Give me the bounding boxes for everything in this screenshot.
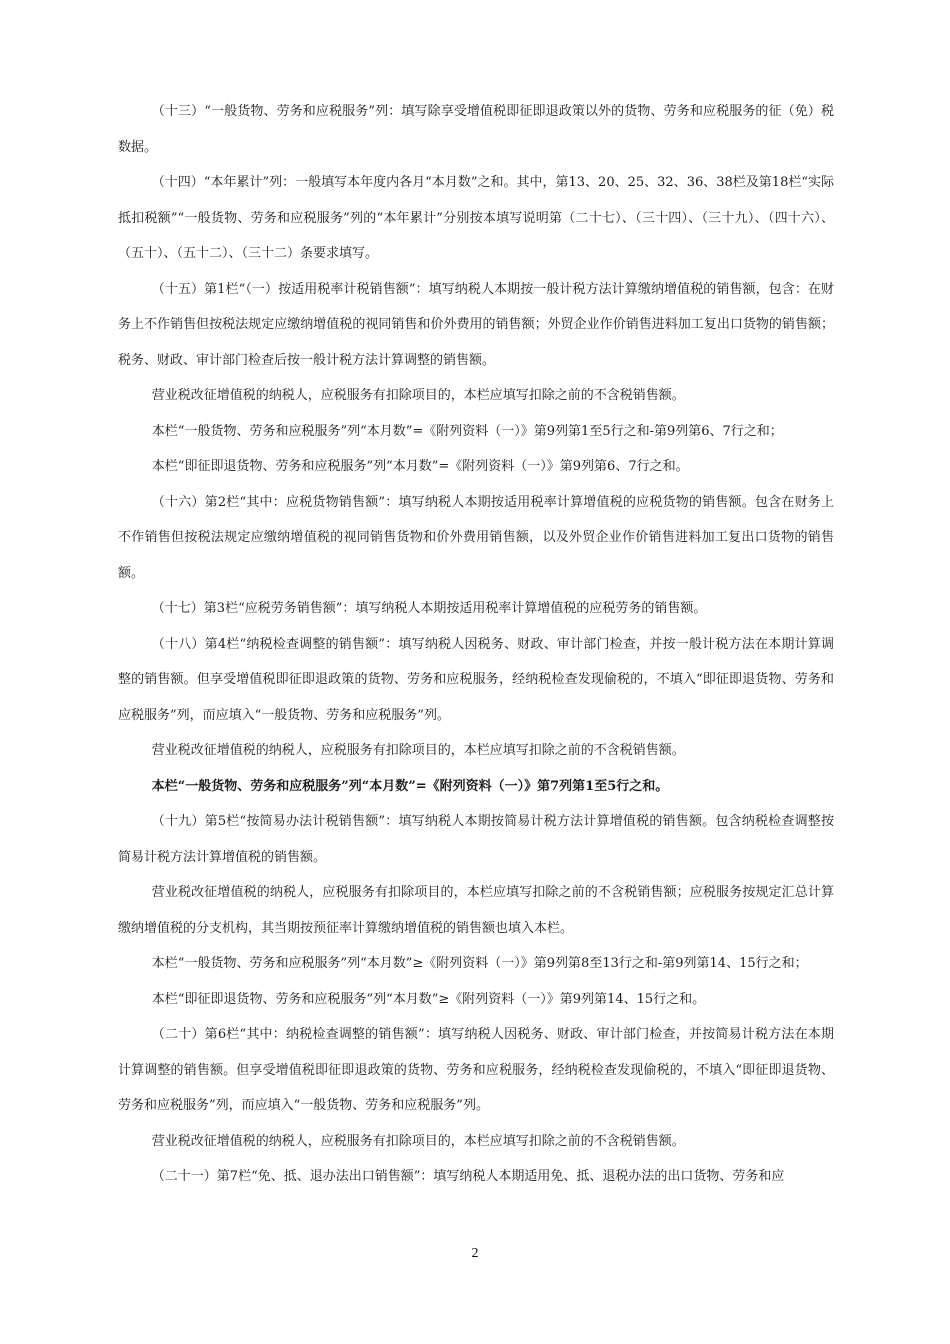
paragraph: 营业税改征增值税的纳税人，应税服务有扣除项目的，本栏应填写扣除之前的不含税销售额。 <box>151 1133 685 1149</box>
paragraph: （十八）第4栏“纳税检查调整的销售额”：填写纳税人因税务、财政、审计部门检查，并按一般计税方法在本期计算调整的销售额。但享受增值税即征即退政策的货物、劳务和应税服务，经纳税检查发现偷税的，不填入“即征即退货物、劳务和应税服务”列，而应填入“一般货物、劳务和应税服务”列。 <box>118 636 834 723</box>
document-body <box>118 94 834 1195</box>
paragraph: （十七）第3栏“应税劳务销售额”：填写纳税人本期按适用税率计算增值税的应税劳务的销售额。 <box>151 601 707 616</box>
paragraph: 营业税改征增值税的纳税人，应税服务有扣除项目的，本栏应填写扣除之前的不含税销售额；应税服务按规定汇总计算缴纳增值税的分支机构，其当期按预征率计算缴纳增值税的销售额也填入本栏。 <box>118 885 834 936</box>
paragraph: 本栏“即征即退货物、劳务和应税服务”列“本月数”≥《附列资料（一）》第9列第14、15行之和。 <box>151 991 706 1007</box>
paragraph: 本栏“即征即退货物、劳务和应税服务”列“本月数”=《附列资料（一）》第9列第6、7行之和。 <box>151 459 689 474</box>
paragraph: 本栏“一般货物、劳务和应税服务”列“本月数”=《附列资料（一）》第9列第1至5行之和-第9列第6、7行之和； <box>151 423 783 439</box>
paragraph: （十五）第1栏“（一）按适用税率计税销售额”：填写纳税人本期按一般计税方法计算缴纳增值税的销售额，包含：在财务上不作销售但按税法规定应缴纳增值税的视同销售和价外费用的销售额；外贸企业作价销售进料加工复出口货物的销售额；税务、财政、审计部门检查后按一般计税方法计算调整的销售额。 <box>118 281 834 368</box>
paragraph: 营业税改征增值税的纳税人，应税服务有扣除项目的，本栏应填写扣除之前的不含税销售额。 <box>151 388 685 403</box>
paragraph: （十四）“本年累计”列：一般填写本年度内各月“本月数”之和。其中，第13、20、25、32、36、38栏及第18栏“实际抵扣税额”“一般货物、劳务和应税服务”列的“本年累计”分别按本填写说明第（二十七）、（三十四）、（三十九）、（四十六）、（五十）、（五十二）、（三十二）条要求填写。 <box>118 175 834 261</box>
page-number: 2 <box>471 1246 479 1261</box>
paragraph-bold: 本栏“一般货物、劳务和应税服务”列“本月数”=《附列资料（一）》第7列第1至5行之和。 <box>151 778 669 794</box>
paragraph: （十六）第2栏“其中：应税货物销售额”：填写纳税人本期按适用税率计算增值税的应税货物的销售额。包含在财务上不作销售但按税法规定应缴纳增值税的视同销售货物和价外费用销售额，以及外贸企业作价销售进料加工复出口货物的销售额。 <box>118 494 834 581</box>
paragraph: （十九）第5栏“按简易办法计税销售额”：填写纳税人本期按简易计税方法计算增值税的销售额。包含纳税检查调整按简易计税方法计算增值税的销售额。 <box>118 814 834 865</box>
paragraph: （二十一）第7栏“免、抵、退办法出口销售额”：填写纳税人本期适用免、抵、退税办法的出口货物、劳务和应 <box>151 1169 785 1184</box>
paragraph: （二十）第6栏“其中：纳税检查调整的销售额”：填写纳税人因税务、财政、审计部门检查，并按简易计税方法在本期计算调整的销售额。但享受增值税即征即退政策的货物、劳务和应税服务，经纳税检查发现偷税的，不填入“即征即退货物、劳务和应税服务”列，而应填入“一般货物、劳务和应税服务”列。 <box>118 1027 834 1113</box>
paragraph: 本栏“一般货物、劳务和应税服务”列“本月数”≥《附列资料（一）》第9列第8至13行之和-第9列第14、15行之和； <box>151 956 808 971</box>
paragraph: 营业税改征增值税的纳税人，应税服务有扣除项目的，本栏应填写扣除之前的不含税销售额。 <box>151 743 685 758</box>
paragraph: （十三）“一般货物、劳务和应税服务”列：填写除享受增值税即征即退政策以外的货物、劳务和应税服务的征（免）税数据。 <box>118 104 834 155</box>
